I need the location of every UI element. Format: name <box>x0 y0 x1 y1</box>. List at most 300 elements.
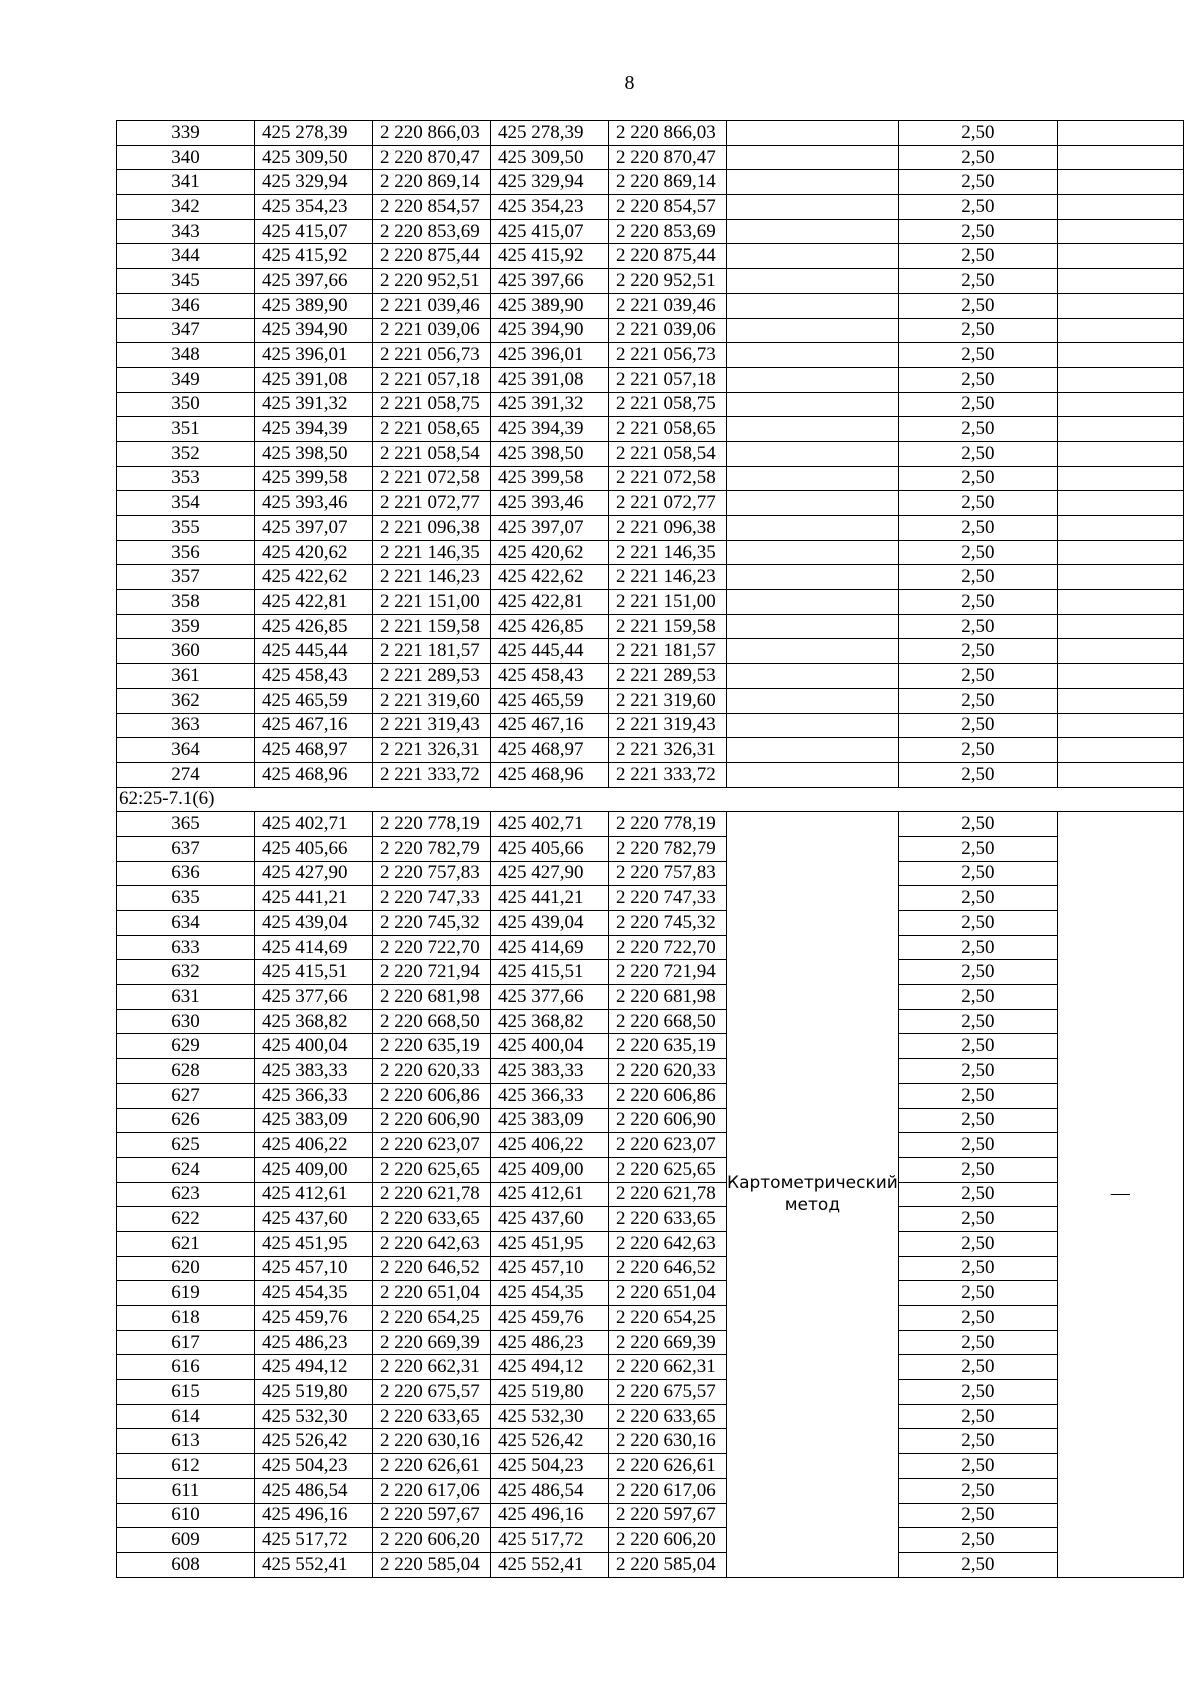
y-new-cell: 2 220 681,98 <box>609 985 727 1010</box>
point-number-cell: 343 <box>117 219 255 244</box>
x-new-cell: 425 422,62 <box>491 565 609 590</box>
table-row <box>117 219 1184 244</box>
precision-cell: 2,50 <box>898 1133 1057 1158</box>
point-number-cell: 342 <box>117 195 255 220</box>
x-existing-cell: 425 368,82 <box>255 1009 373 1034</box>
x-existing-cell: 425 517,72 <box>255 1528 373 1553</box>
y-existing-cell: 2 220 621,78 <box>373 1182 491 1207</box>
x-existing-cell: 425 366,33 <box>255 1083 373 1108</box>
table-row <box>117 1231 1184 1256</box>
point-number-cell: 615 <box>117 1380 255 1405</box>
y-existing-cell: 2 221 058,65 <box>373 417 491 442</box>
x-new-cell: 425 389,90 <box>491 293 609 318</box>
note-cell <box>1057 441 1183 466</box>
y-new-cell: 2 220 633,65 <box>609 1207 727 1232</box>
x-new-cell: 425 486,54 <box>491 1478 609 1503</box>
y-existing-cell: 2 221 289,53 <box>373 664 491 689</box>
point-number-cell: 609 <box>117 1528 255 1553</box>
x-existing-cell: 425 383,09 <box>255 1108 373 1133</box>
precision-cell: 2,50 <box>898 219 1057 244</box>
precision-cell: 2,50 <box>898 244 1057 269</box>
table-row <box>117 565 1184 590</box>
table-row <box>117 1454 1184 1479</box>
y-existing-cell: 2 221 181,57 <box>373 639 491 664</box>
point-number-cell: 614 <box>117 1404 255 1429</box>
y-existing-cell: 2 221 058,54 <box>373 441 491 466</box>
y-existing-cell: 2 220 866,03 <box>373 121 491 146</box>
x-existing-cell: 425 412,61 <box>255 1182 373 1207</box>
method-cell <box>727 367 899 392</box>
x-existing-cell: 425 468,97 <box>255 738 373 763</box>
point-number-cell: 357 <box>117 565 255 590</box>
y-new-cell: 2 220 597,67 <box>609 1503 727 1528</box>
y-new-cell: 2 220 617,06 <box>609 1478 727 1503</box>
y-existing-cell: 2 221 146,35 <box>373 540 491 565</box>
point-number-cell: 351 <box>117 417 255 442</box>
x-new-cell: 425 457,10 <box>491 1256 609 1281</box>
x-existing-cell: 425 422,81 <box>255 590 373 615</box>
precision-cell: 2,50 <box>898 812 1057 837</box>
x-existing-cell: 425 552,41 <box>255 1552 373 1577</box>
y-new-cell: 2 220 621,78 <box>609 1182 727 1207</box>
table-row <box>117 738 1184 763</box>
method-cell: Картометрический метод <box>727 812 899 1577</box>
table-row <box>117 367 1184 392</box>
method-cell <box>727 392 899 417</box>
point-number-cell: 356 <box>117 540 255 565</box>
table-row <box>117 960 1184 985</box>
y-new-cell: 2 220 585,04 <box>609 1552 727 1577</box>
precision-cell: 2,50 <box>898 1034 1057 1059</box>
table-row <box>117 861 1184 886</box>
section-label: 62:25-7.1(6) <box>117 787 1184 812</box>
point-number-cell: 636 <box>117 861 255 886</box>
note-cell <box>1057 491 1183 516</box>
x-existing-cell: 425 426,85 <box>255 614 373 639</box>
precision-cell: 2,50 <box>898 1429 1057 1454</box>
y-existing-cell: 2 220 681,98 <box>373 985 491 1010</box>
table-row <box>117 244 1184 269</box>
table-row <box>117 145 1184 170</box>
table-row <box>117 1404 1184 1429</box>
note-cell <box>1057 269 1183 294</box>
y-new-cell: 2 221 056,73 <box>609 343 727 368</box>
y-new-cell: 2 220 757,83 <box>609 861 727 886</box>
x-existing-cell: 425 465,59 <box>255 688 373 713</box>
note-cell <box>1057 664 1183 689</box>
x-existing-cell: 425 414,69 <box>255 935 373 960</box>
x-new-cell: 425 427,90 <box>491 861 609 886</box>
y-existing-cell: 2 220 747,33 <box>373 886 491 911</box>
y-existing-cell: 2 220 654,25 <box>373 1306 491 1331</box>
note-cell <box>1057 466 1183 491</box>
x-new-cell: 425 420,62 <box>491 540 609 565</box>
x-new-cell: 425 415,07 <box>491 219 609 244</box>
y-new-cell: 2 220 854,57 <box>609 195 727 220</box>
point-number-cell: 631 <box>117 985 255 1010</box>
precision-cell: 2,50 <box>898 836 1057 861</box>
x-existing-cell: 425 451,95 <box>255 1231 373 1256</box>
point-number-cell: 621 <box>117 1231 255 1256</box>
note-cell <box>1057 219 1183 244</box>
table-row <box>117 713 1184 738</box>
y-existing-cell: 2 220 853,69 <box>373 219 491 244</box>
table-row <box>117 516 1184 541</box>
y-new-cell: 2 220 745,32 <box>609 911 727 936</box>
table-row <box>117 1429 1184 1454</box>
y-existing-cell: 2 220 606,20 <box>373 1528 491 1553</box>
precision-cell: 2,50 <box>898 1083 1057 1108</box>
precision-cell: 2,50 <box>898 417 1057 442</box>
x-existing-cell: 425 329,94 <box>255 170 373 195</box>
method-cell <box>727 516 899 541</box>
table-row <box>117 1306 1184 1331</box>
x-new-cell: 425 415,92 <box>491 244 609 269</box>
y-existing-cell: 2 220 721,94 <box>373 960 491 985</box>
x-new-cell: 425 398,50 <box>491 441 609 466</box>
table-row <box>117 392 1184 417</box>
point-number-cell: 361 <box>117 664 255 689</box>
precision-cell: 2,50 <box>898 491 1057 516</box>
precision-cell: 2,50 <box>898 1528 1057 1553</box>
x-existing-cell: 425 441,21 <box>255 886 373 911</box>
method-cell <box>727 293 899 318</box>
x-new-cell: 425 486,23 <box>491 1330 609 1355</box>
table-row <box>117 886 1184 911</box>
y-existing-cell: 2 220 669,39 <box>373 1330 491 1355</box>
y-existing-cell: 2 220 606,90 <box>373 1108 491 1133</box>
x-existing-cell: 425 391,08 <box>255 367 373 392</box>
point-number-cell: 628 <box>117 1059 255 1084</box>
table-row <box>117 1182 1184 1207</box>
x-existing-cell: 425 420,62 <box>255 540 373 565</box>
y-existing-cell: 2 220 646,52 <box>373 1256 491 1281</box>
point-number-cell: 353 <box>117 466 255 491</box>
method-cell <box>727 417 899 442</box>
x-new-cell: 425 437,60 <box>491 1207 609 1232</box>
table-row <box>117 590 1184 615</box>
note-cell <box>1057 516 1183 541</box>
note-cell <box>1057 145 1183 170</box>
x-new-cell: 425 400,04 <box>491 1034 609 1059</box>
y-existing-cell: 2 220 633,65 <box>373 1207 491 1232</box>
method-cell <box>727 688 899 713</box>
note-cell <box>1057 639 1183 664</box>
y-new-cell: 2 221 319,60 <box>609 688 727 713</box>
precision-cell: 2,50 <box>898 713 1057 738</box>
x-existing-cell: 425 377,66 <box>255 985 373 1010</box>
point-number-cell: 362 <box>117 688 255 713</box>
table-row <box>117 812 1184 837</box>
x-new-cell: 425 519,80 <box>491 1380 609 1405</box>
precision-cell: 2,50 <box>898 121 1057 146</box>
note-cell <box>1057 762 1183 787</box>
x-new-cell: 425 409,00 <box>491 1157 609 1182</box>
x-new-cell: 425 394,90 <box>491 318 609 343</box>
x-existing-cell: 425 468,96 <box>255 762 373 787</box>
y-new-cell: 2 221 146,23 <box>609 565 727 590</box>
table-row <box>117 293 1184 318</box>
table-row <box>117 466 1184 491</box>
x-existing-cell: 425 397,07 <box>255 516 373 541</box>
x-new-cell: 425 383,09 <box>491 1108 609 1133</box>
note-cell <box>1057 244 1183 269</box>
y-new-cell: 2 221 181,57 <box>609 639 727 664</box>
y-new-cell: 2 221 333,72 <box>609 762 727 787</box>
point-number-cell: 364 <box>117 738 255 763</box>
x-new-cell: 425 412,61 <box>491 1182 609 1207</box>
x-new-cell: 425 391,32 <box>491 392 609 417</box>
x-new-cell: 425 465,59 <box>491 688 609 713</box>
y-existing-cell: 2 221 319,43 <box>373 713 491 738</box>
x-existing-cell: 425 519,80 <box>255 1380 373 1405</box>
x-new-cell: 425 278,39 <box>491 121 609 146</box>
precision-cell: 2,50 <box>898 1108 1057 1133</box>
table-row <box>117 318 1184 343</box>
x-existing-cell: 425 439,04 <box>255 911 373 936</box>
precision-cell: 2,50 <box>898 960 1057 985</box>
table-row <box>117 1552 1184 1577</box>
table-row <box>117 1478 1184 1503</box>
y-new-cell: 2 221 058,54 <box>609 441 727 466</box>
x-existing-cell: 425 383,33 <box>255 1059 373 1084</box>
precision-cell: 2,50 <box>898 367 1057 392</box>
precision-cell: 2,50 <box>898 1231 1057 1256</box>
point-number-cell: 617 <box>117 1330 255 1355</box>
note-cell <box>1057 121 1183 146</box>
x-new-cell: 425 405,66 <box>491 836 609 861</box>
point-number-cell: 618 <box>117 1306 255 1331</box>
x-new-cell: 425 458,43 <box>491 664 609 689</box>
method-cell <box>727 441 899 466</box>
precision-cell: 2,50 <box>898 441 1057 466</box>
x-existing-cell: 425 394,39 <box>255 417 373 442</box>
table-row <box>117 1157 1184 1182</box>
table-row <box>117 343 1184 368</box>
x-new-cell: 425 402,71 <box>491 812 609 837</box>
point-number-cell: 360 <box>117 639 255 664</box>
table-row <box>117 1281 1184 1306</box>
x-existing-cell: 425 454,35 <box>255 1281 373 1306</box>
x-new-cell: 425 309,50 <box>491 145 609 170</box>
point-number-cell: 616 <box>117 1355 255 1380</box>
x-new-cell: 425 454,35 <box>491 1281 609 1306</box>
x-new-cell: 425 368,82 <box>491 1009 609 1034</box>
y-existing-cell: 2 221 333,72 <box>373 762 491 787</box>
point-number-cell: 608 <box>117 1552 255 1577</box>
y-new-cell: 2 221 039,06 <box>609 318 727 343</box>
point-number-cell: 350 <box>117 392 255 417</box>
point-number-cell: 348 <box>117 343 255 368</box>
method-cell <box>727 170 899 195</box>
y-existing-cell: 2 221 319,60 <box>373 688 491 713</box>
table-row <box>117 1133 1184 1158</box>
x-new-cell: 425 552,41 <box>491 1552 609 1577</box>
point-number-cell: 613 <box>117 1429 255 1454</box>
y-existing-cell: 2 220 869,14 <box>373 170 491 195</box>
precision-cell: 2,50 <box>898 540 1057 565</box>
y-new-cell: 2 220 782,79 <box>609 836 727 861</box>
method-cell <box>727 540 899 565</box>
y-new-cell: 2 220 870,47 <box>609 145 727 170</box>
table-row <box>117 985 1184 1010</box>
y-new-cell: 2 220 662,31 <box>609 1355 727 1380</box>
y-new-cell: 2 220 853,69 <box>609 219 727 244</box>
x-new-cell: 425 354,23 <box>491 195 609 220</box>
method-cell <box>727 269 899 294</box>
point-number-cell: 610 <box>117 1503 255 1528</box>
y-new-cell: 2 220 633,65 <box>609 1404 727 1429</box>
y-existing-cell: 2 221 056,73 <box>373 343 491 368</box>
y-new-cell: 2 220 606,20 <box>609 1528 727 1553</box>
y-new-cell: 2 220 630,16 <box>609 1429 727 1454</box>
y-existing-cell: 2 220 617,06 <box>373 1478 491 1503</box>
point-number-cell: 634 <box>117 911 255 936</box>
y-existing-cell: 2 221 072,77 <box>373 491 491 516</box>
point-number-cell: 355 <box>117 516 255 541</box>
y-existing-cell: 2 220 626,61 <box>373 1454 491 1479</box>
y-new-cell: 2 221 057,18 <box>609 367 727 392</box>
y-new-cell: 2 220 606,90 <box>609 1108 727 1133</box>
x-existing-cell: 425 405,66 <box>255 836 373 861</box>
y-new-cell: 2 220 654,25 <box>609 1306 727 1331</box>
table-row <box>117 1528 1184 1553</box>
x-new-cell: 425 494,12 <box>491 1355 609 1380</box>
precision-cell: 2,50 <box>898 1404 1057 1429</box>
x-existing-cell: 425 354,23 <box>255 195 373 220</box>
y-new-cell: 2 221 058,75 <box>609 392 727 417</box>
precision-cell: 2,50 <box>898 466 1057 491</box>
x-new-cell: 425 399,58 <box>491 466 609 491</box>
x-existing-cell: 425 445,44 <box>255 639 373 664</box>
table-row <box>117 911 1184 936</box>
point-number-cell: 359 <box>117 614 255 639</box>
point-number-cell: 612 <box>117 1454 255 1479</box>
y-existing-cell: 2 220 952,51 <box>373 269 491 294</box>
x-new-cell: 425 397,07 <box>491 516 609 541</box>
table-row <box>117 1355 1184 1380</box>
x-new-cell: 425 496,16 <box>491 1503 609 1528</box>
precision-cell: 2,50 <box>898 1355 1057 1380</box>
y-new-cell: 2 220 623,07 <box>609 1133 727 1158</box>
method-cell <box>727 121 899 146</box>
x-new-cell: 425 517,72 <box>491 1528 609 1553</box>
table-row <box>117 195 1184 220</box>
point-number-cell: 611 <box>117 1478 255 1503</box>
x-existing-cell: 425 391,32 <box>255 392 373 417</box>
x-existing-cell: 425 458,43 <box>255 664 373 689</box>
y-existing-cell: 2 221 057,18 <box>373 367 491 392</box>
method-cell <box>727 738 899 763</box>
table-row <box>117 269 1184 294</box>
y-new-cell: 2 221 289,53 <box>609 664 727 689</box>
x-existing-cell: 425 494,12 <box>255 1355 373 1380</box>
precision-cell: 2,50 <box>898 565 1057 590</box>
y-new-cell: 2 220 778,19 <box>609 812 727 837</box>
precision-cell: 2,50 <box>898 886 1057 911</box>
table-row <box>117 1009 1184 1034</box>
point-number-cell: 345 <box>117 269 255 294</box>
y-new-cell: 2 220 646,52 <box>609 1256 727 1281</box>
y-existing-cell: 2 221 326,31 <box>373 738 491 763</box>
point-number-cell: 622 <box>117 1207 255 1232</box>
note-cell <box>1057 318 1183 343</box>
note-cell <box>1057 195 1183 220</box>
y-new-cell: 2 220 875,44 <box>609 244 727 269</box>
y-existing-cell: 2 220 757,83 <box>373 861 491 886</box>
point-number-cell: 339 <box>117 121 255 146</box>
point-number-cell: 346 <box>117 293 255 318</box>
precision-cell: 2,50 <box>898 614 1057 639</box>
point-number-cell: 352 <box>117 441 255 466</box>
method-cell <box>727 491 899 516</box>
x-existing-cell: 425 399,58 <box>255 466 373 491</box>
precision-cell: 2,50 <box>898 170 1057 195</box>
y-existing-cell: 2 221 146,23 <box>373 565 491 590</box>
method-cell <box>727 145 899 170</box>
y-new-cell: 2 220 606,86 <box>609 1083 727 1108</box>
x-existing-cell: 425 526,42 <box>255 1429 373 1454</box>
table-row <box>117 540 1184 565</box>
x-new-cell: 425 383,33 <box>491 1059 609 1084</box>
y-new-cell: 2 220 869,14 <box>609 170 727 195</box>
y-existing-cell: 2 220 625,65 <box>373 1157 491 1182</box>
y-new-cell: 2 220 722,70 <box>609 935 727 960</box>
y-existing-cell: 2 220 620,33 <box>373 1059 491 1084</box>
precision-cell: 2,50 <box>898 1454 1057 1479</box>
y-new-cell: 2 221 151,00 <box>609 590 727 615</box>
y-new-cell: 2 221 326,31 <box>609 738 727 763</box>
point-number-cell: 637 <box>117 836 255 861</box>
note-cell: — <box>1057 812 1183 1577</box>
precision-cell: 2,50 <box>898 1207 1057 1232</box>
y-existing-cell: 2 220 606,86 <box>373 1083 491 1108</box>
note-cell <box>1057 590 1183 615</box>
x-existing-cell: 425 486,54 <box>255 1478 373 1503</box>
method-cell <box>727 713 899 738</box>
precision-cell: 2,50 <box>898 1009 1057 1034</box>
x-existing-cell: 425 278,39 <box>255 121 373 146</box>
note-cell <box>1057 688 1183 713</box>
table-row <box>117 1083 1184 1108</box>
point-number-cell: 349 <box>117 367 255 392</box>
point-number-cell: 635 <box>117 886 255 911</box>
y-existing-cell: 2 220 630,16 <box>373 1429 491 1454</box>
point-number-cell: 629 <box>117 1034 255 1059</box>
method-cell <box>727 614 899 639</box>
y-existing-cell: 2 220 854,57 <box>373 195 491 220</box>
point-number-cell: 619 <box>117 1281 255 1306</box>
precision-cell: 2,50 <box>898 985 1057 1010</box>
y-new-cell: 2 220 642,63 <box>609 1231 727 1256</box>
table-row <box>117 664 1184 689</box>
precision-cell: 2,50 <box>898 590 1057 615</box>
note-cell <box>1057 392 1183 417</box>
x-existing-cell: 425 406,22 <box>255 1133 373 1158</box>
precision-cell: 2,50 <box>898 516 1057 541</box>
table-row <box>117 1503 1184 1528</box>
method-cell <box>727 466 899 491</box>
y-new-cell: 2 220 721,94 <box>609 960 727 985</box>
method-cell <box>727 639 899 664</box>
precision-cell: 2,50 <box>898 318 1057 343</box>
precision-cell: 2,50 <box>898 293 1057 318</box>
y-existing-cell: 2 220 778,19 <box>373 812 491 837</box>
x-new-cell: 425 441,21 <box>491 886 609 911</box>
x-existing-cell: 425 415,51 <box>255 960 373 985</box>
y-new-cell: 2 220 626,61 <box>609 1454 727 1479</box>
precision-cell: 2,50 <box>898 911 1057 936</box>
